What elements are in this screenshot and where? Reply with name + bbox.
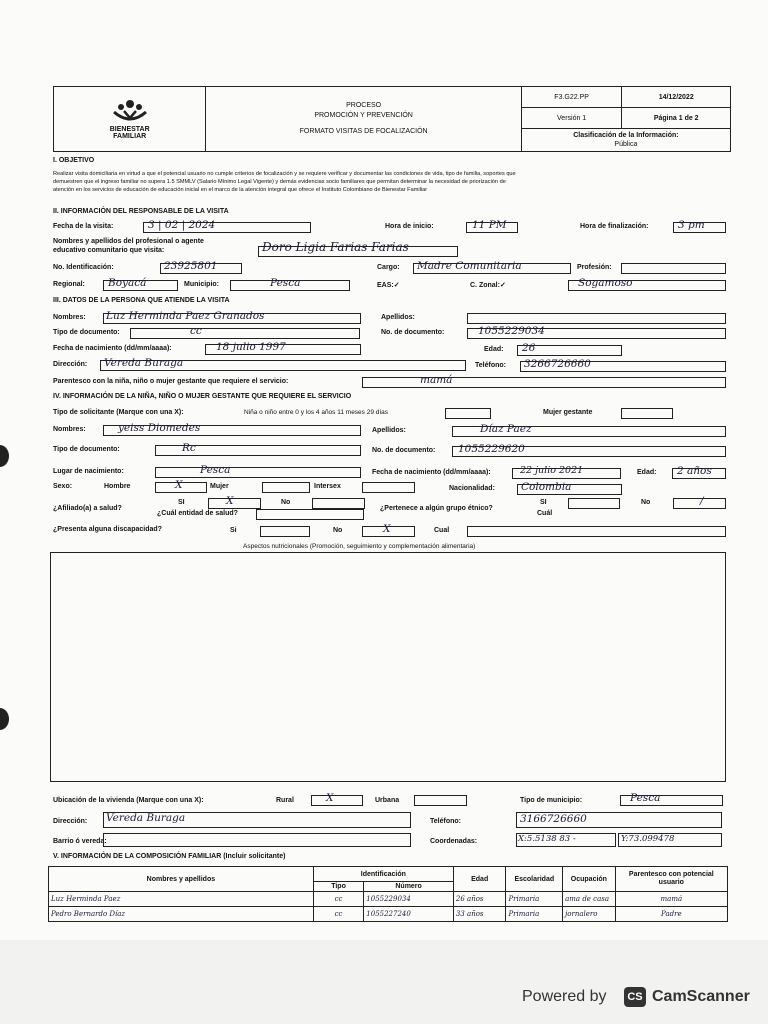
format-name: FORMATO VISITAS DE FOCALIZACIÓN: [299, 128, 428, 135]
municipio-label: Municipio:: [184, 281, 219, 288]
child-surnames-value: Díaz Paez: [480, 423, 532, 435]
logo-text: BIENESTAR FAMILIAR: [109, 126, 150, 140]
doc-version: Versión 1: [521, 108, 622, 129]
pregnant-option-label: Mujer gestante: [543, 409, 593, 416]
doc-date: 14/12/2022: [622, 87, 731, 108]
health-yes-mark: X: [226, 495, 234, 507]
nutrition-textarea[interactable]: [50, 552, 726, 782]
regional-value: Boyacá: [108, 277, 147, 289]
attendant-age-value: 26: [522, 342, 536, 354]
child-birthplace-field[interactable]: [155, 467, 361, 478]
child-birthplace-value: Pesca: [200, 464, 231, 476]
child-doctype-value: Rc: [182, 442, 196, 454]
family-title: V. INFORMACIÓN DE LA COMPOSICIÓN FAMILIAR (Incluir solicitante): [53, 853, 286, 860]
disability-which-label: Cual: [434, 527, 450, 534]
objective-line: Realizar visita domiciliaria en virtud a que el potencial usuario no cumple criterios de focalización y se requiere verificar y documentar las condiciones de vida, tipo de familia, soportes que: [53, 171, 516, 177]
classification-value: Pública: [614, 141, 638, 148]
child-option-label: Niña o niño entre 0 y los 4 años 11 meses 29 días: [244, 409, 389, 416]
family-header-occupation: Ocupación: [563, 867, 616, 892]
disability-no-label: No: [333, 527, 343, 534]
attendant-relation-field[interactable]: [362, 377, 726, 388]
urban-label: Urbana: [375, 797, 400, 804]
cargo-value: Madre Comunitaria: [417, 260, 522, 272]
child-birthplace-label: Lugar de nacimiento:: [53, 468, 124, 475]
family-number-cell: 1055227240: [364, 907, 454, 922]
ethnic-no-label: No: [641, 499, 651, 506]
attendant-surnames-field[interactable]: [467, 313, 726, 324]
health-yes-label: SI: [178, 499, 185, 506]
family-table: [48, 866, 728, 922]
ethnic-no-mark: /: [700, 495, 704, 507]
process-name: PROMOCIÓN Y PREVENCIÓN: [314, 112, 413, 119]
rural-box[interactable]: [311, 795, 363, 806]
disability-which-field[interactable]: [467, 526, 726, 537]
disability-no-mark: X: [383, 523, 391, 535]
pregnant-option-box[interactable]: [621, 408, 673, 419]
attendant-doctype-value: cc: [190, 325, 202, 337]
attendant-relation-value: mamá: [420, 374, 453, 386]
attendant-title: III. DATOS DE LA PERSONA QUE ATIENDE LA VISITA: [53, 297, 230, 304]
visit-date-label: Fecha de la visita:: [53, 223, 114, 230]
bienestar-logo-icon: [110, 98, 150, 124]
objective-line: demuestren que el ingreso familiar no supera 1.5 SMMLV (Salario Mínimo Legal Vigente) y demás evidencias socio familiares que permitan determinar la necesidad de priorización de: [53, 179, 506, 185]
family-name-cell: Luz Herminda Paez: [49, 892, 314, 907]
punch-hole: [0, 445, 9, 467]
sex-label: Sexo:: [53, 483, 73, 490]
female-label: Mujer: [210, 483, 229, 490]
family-header-number: Número: [364, 882, 454, 892]
id-label: No. Identificación:: [53, 264, 114, 271]
header-table: [53, 86, 731, 152]
family-age-cell: 26 años: [453, 892, 506, 907]
child-names-label: Nombres:: [53, 426, 86, 433]
municipality-type-label: Tipo de municipio:: [520, 797, 583, 804]
urban-box[interactable]: [414, 795, 467, 806]
agent-label: Nombres y apellidos del profesional o agente: [53, 238, 204, 245]
visit-date-value: 3 | 02 | 2024: [148, 219, 216, 231]
doc-code: F3.G22.PP: [521, 87, 622, 108]
rural-mark: X: [326, 792, 334, 804]
family-type-cell: cc: [313, 907, 363, 922]
camscanner-brand: CamScanner: [652, 988, 750, 1005]
child-docno-value: 1055229620: [458, 443, 525, 455]
child-doctype-label: Tipo de documento:: [53, 446, 120, 453]
district-label: Barrio ó vereda:: [53, 838, 107, 845]
attendant-names-value: Luz Herminda Paez Granados: [106, 310, 265, 322]
start-time-value: 11 PM: [472, 219, 507, 231]
nutrition-label: Aspectos nutricionales (Promoción, seguimiento y complementación alimentaria): [243, 543, 476, 550]
housing-phone-value: 3166726660: [520, 813, 587, 825]
municipality-type-value: Pesca: [630, 792, 661, 804]
intersex-label: Intersex: [314, 483, 341, 490]
family-relation-cell: mamá: [615, 892, 727, 907]
scanner-footer: [0, 940, 768, 1024]
health-label: ¿Afiliado(a) a salud?: [53, 505, 122, 512]
objective-text: [53, 170, 731, 194]
family-header-identification: Identificación: [313, 867, 453, 882]
family-schooling-cell: Primaria: [506, 892, 563, 907]
health-no-box[interactable]: [312, 498, 365, 509]
ethnic-yes-box[interactable]: [568, 498, 620, 509]
health-no-label: No: [281, 499, 291, 506]
regional-label: Regional:: [53, 281, 85, 288]
end-time-label: Hora de finalización:: [580, 223, 649, 230]
nationality-label: Nacionalidad:: [449, 485, 495, 492]
family-occupation-cell: jornalero: [563, 907, 616, 922]
attendant-doctype-field[interactable]: [130, 328, 360, 339]
family-header-schooling: Escolaridad: [506, 867, 563, 892]
id-value: 23925801: [164, 260, 218, 272]
child-age-value: 2 años: [677, 465, 712, 477]
child-option-box[interactable]: [445, 408, 491, 419]
table-row: [49, 892, 728, 907]
profession-field[interactable]: [621, 263, 726, 274]
cargo-label: Cargo:: [377, 264, 400, 271]
title-cell: [206, 87, 521, 152]
classification-cell: [521, 129, 730, 152]
disability-label: ¿Presenta alguna discapacidad?: [53, 526, 162, 533]
ethnic-yes-label: SI: [540, 499, 547, 506]
family-occupation-cell: ama de casa: [563, 892, 616, 907]
child-names-value: yeiss Diomedes: [118, 422, 201, 434]
coords-x-value: X:5.5138 83 -: [518, 834, 576, 844]
attendant-names-label: Nombres:: [53, 314, 86, 321]
housing-address-value: Vereda Buraga: [106, 812, 186, 824]
child-title: IV. INFORMACIÓN DE LA NIÑA, NIÑO O MUJER GESTANTE QUE REQUIERE EL SERVICIO: [53, 393, 352, 400]
zonal-label: C. Zonal:✓: [470, 282, 506, 289]
start-time-label: Hora de inicio:: [385, 223, 434, 230]
attendant-surnames-label: Apellidos:: [381, 314, 415, 321]
profession-label: Profesión:: [577, 264, 612, 271]
child-birth-label: Fecha de nacimiento (dd/mm/aaaa):: [372, 469, 491, 476]
disability-yes-label: Si: [230, 527, 237, 534]
child-birth-value: 22 julio 2021: [520, 465, 584, 476]
female-box[interactable]: [262, 482, 310, 493]
municipio-value: Pesca: [270, 277, 301, 289]
ethnic-label: ¿Pertenece a algún grupo étnico?: [380, 505, 493, 512]
agent-value: Doro Ligia Farias Farias: [262, 240, 409, 254]
rural-label: Rural: [276, 797, 294, 804]
nationality-value: Colombia: [521, 481, 572, 493]
eas-label: EAS:✓: [377, 282, 400, 289]
attendant-address-label: Dirección:: [53, 361, 88, 368]
family-name-cell: Pedro Bernardo Díaz: [49, 907, 314, 922]
logo-cell: [54, 87, 206, 152]
family-age-cell: 33 años: [453, 907, 506, 922]
end-time-value: 3 pm: [678, 219, 705, 231]
family-number-cell: 1055229034: [364, 892, 454, 907]
district-field[interactable]: [103, 833, 411, 847]
male-mark: X: [175, 479, 183, 491]
housing-address-label: Dirección:: [53, 818, 88, 825]
disability-yes-box[interactable]: [260, 526, 310, 537]
punch-hole: [0, 708, 9, 730]
attendant-phone-value: 3266726660: [524, 358, 591, 370]
camscanner-logo-icon: CS: [624, 987, 646, 1007]
attendant-relation-label: Parentesco con la niña, niño o mujer gestante que requiere el servicio:: [53, 378, 289, 385]
child-age-label: Edad:: [637, 469, 657, 476]
family-header-relation: Parentesco con potencial usuario: [615, 867, 727, 892]
family-schooling-cell: Primaria: [506, 907, 563, 922]
attendant-birth-value: 18 julio 1997: [216, 341, 286, 353]
location-label: Ubicación de la vivienda (Marque con una X):: [53, 797, 204, 804]
housing-phone-label: Teléfono:: [430, 818, 461, 825]
health-entity-label: ¿Cuál entidad de salud?: [157, 510, 238, 517]
doc-page: Página 1 de 2: [622, 108, 731, 129]
objective-title: I. OBJETIVO: [53, 157, 95, 164]
attendant-address-value: Vereda Buraga: [104, 357, 184, 369]
objective-line: atención en los servicios de educación de educación inicial en el marco de la atención integral que ofrece el Instituto Colombiano de Bienestar Familiar: [53, 187, 428, 193]
family-type-cell: cc: [313, 892, 363, 907]
responsible-title: II. INFORMACIÓN DEL RESPONSABLE DE LA VISITA: [53, 208, 229, 215]
attendant-phone-label: Teléfono:: [475, 362, 506, 369]
health-yes-box[interactable]: [208, 498, 261, 509]
classification-label: Clasificación de la Información:: [573, 132, 679, 139]
attendant-doctype-label: Tipo de documento:: [53, 329, 120, 336]
ethnic-which-label: Cuál: [537, 510, 553, 517]
applicant-type-label: Tipo de solicitante (Marque con una X):: [53, 409, 184, 416]
attendant-birth-label: Fecha de nacimiento (dd/mm/aaaa):: [53, 345, 172, 352]
coords-label: Coordenadas:: [430, 838, 478, 845]
attendant-docno-label: No. de documento:: [381, 329, 445, 336]
attendant-age-label: Edad:: [484, 346, 504, 353]
family-relation-cell: Padre: [615, 907, 727, 922]
powered-by-text: Powered by: [522, 988, 607, 1005]
child-docno-label: No. de documento:: [372, 447, 436, 454]
zonal-value: Sogamoso: [578, 277, 633, 289]
child-surnames-label: Apellidos:: [372, 427, 406, 434]
family-header-type: Tipo: [313, 882, 363, 892]
agent-label: educativo comunitario que visita:: [53, 247, 165, 254]
attendant-docno-value: 1055229034: [478, 325, 545, 337]
table-row: [49, 907, 728, 922]
coords-y-value: Y:73.099478: [621, 834, 675, 844]
male-label: Hombre: [104, 483, 131, 490]
process-label: PROCESO: [346, 102, 382, 109]
health-entity-field[interactable]: [256, 509, 364, 520]
family-header-age: Edad: [453, 867, 506, 892]
intersex-box[interactable]: [362, 482, 415, 493]
family-header-names: Nombres y apellidos: [49, 867, 314, 892]
